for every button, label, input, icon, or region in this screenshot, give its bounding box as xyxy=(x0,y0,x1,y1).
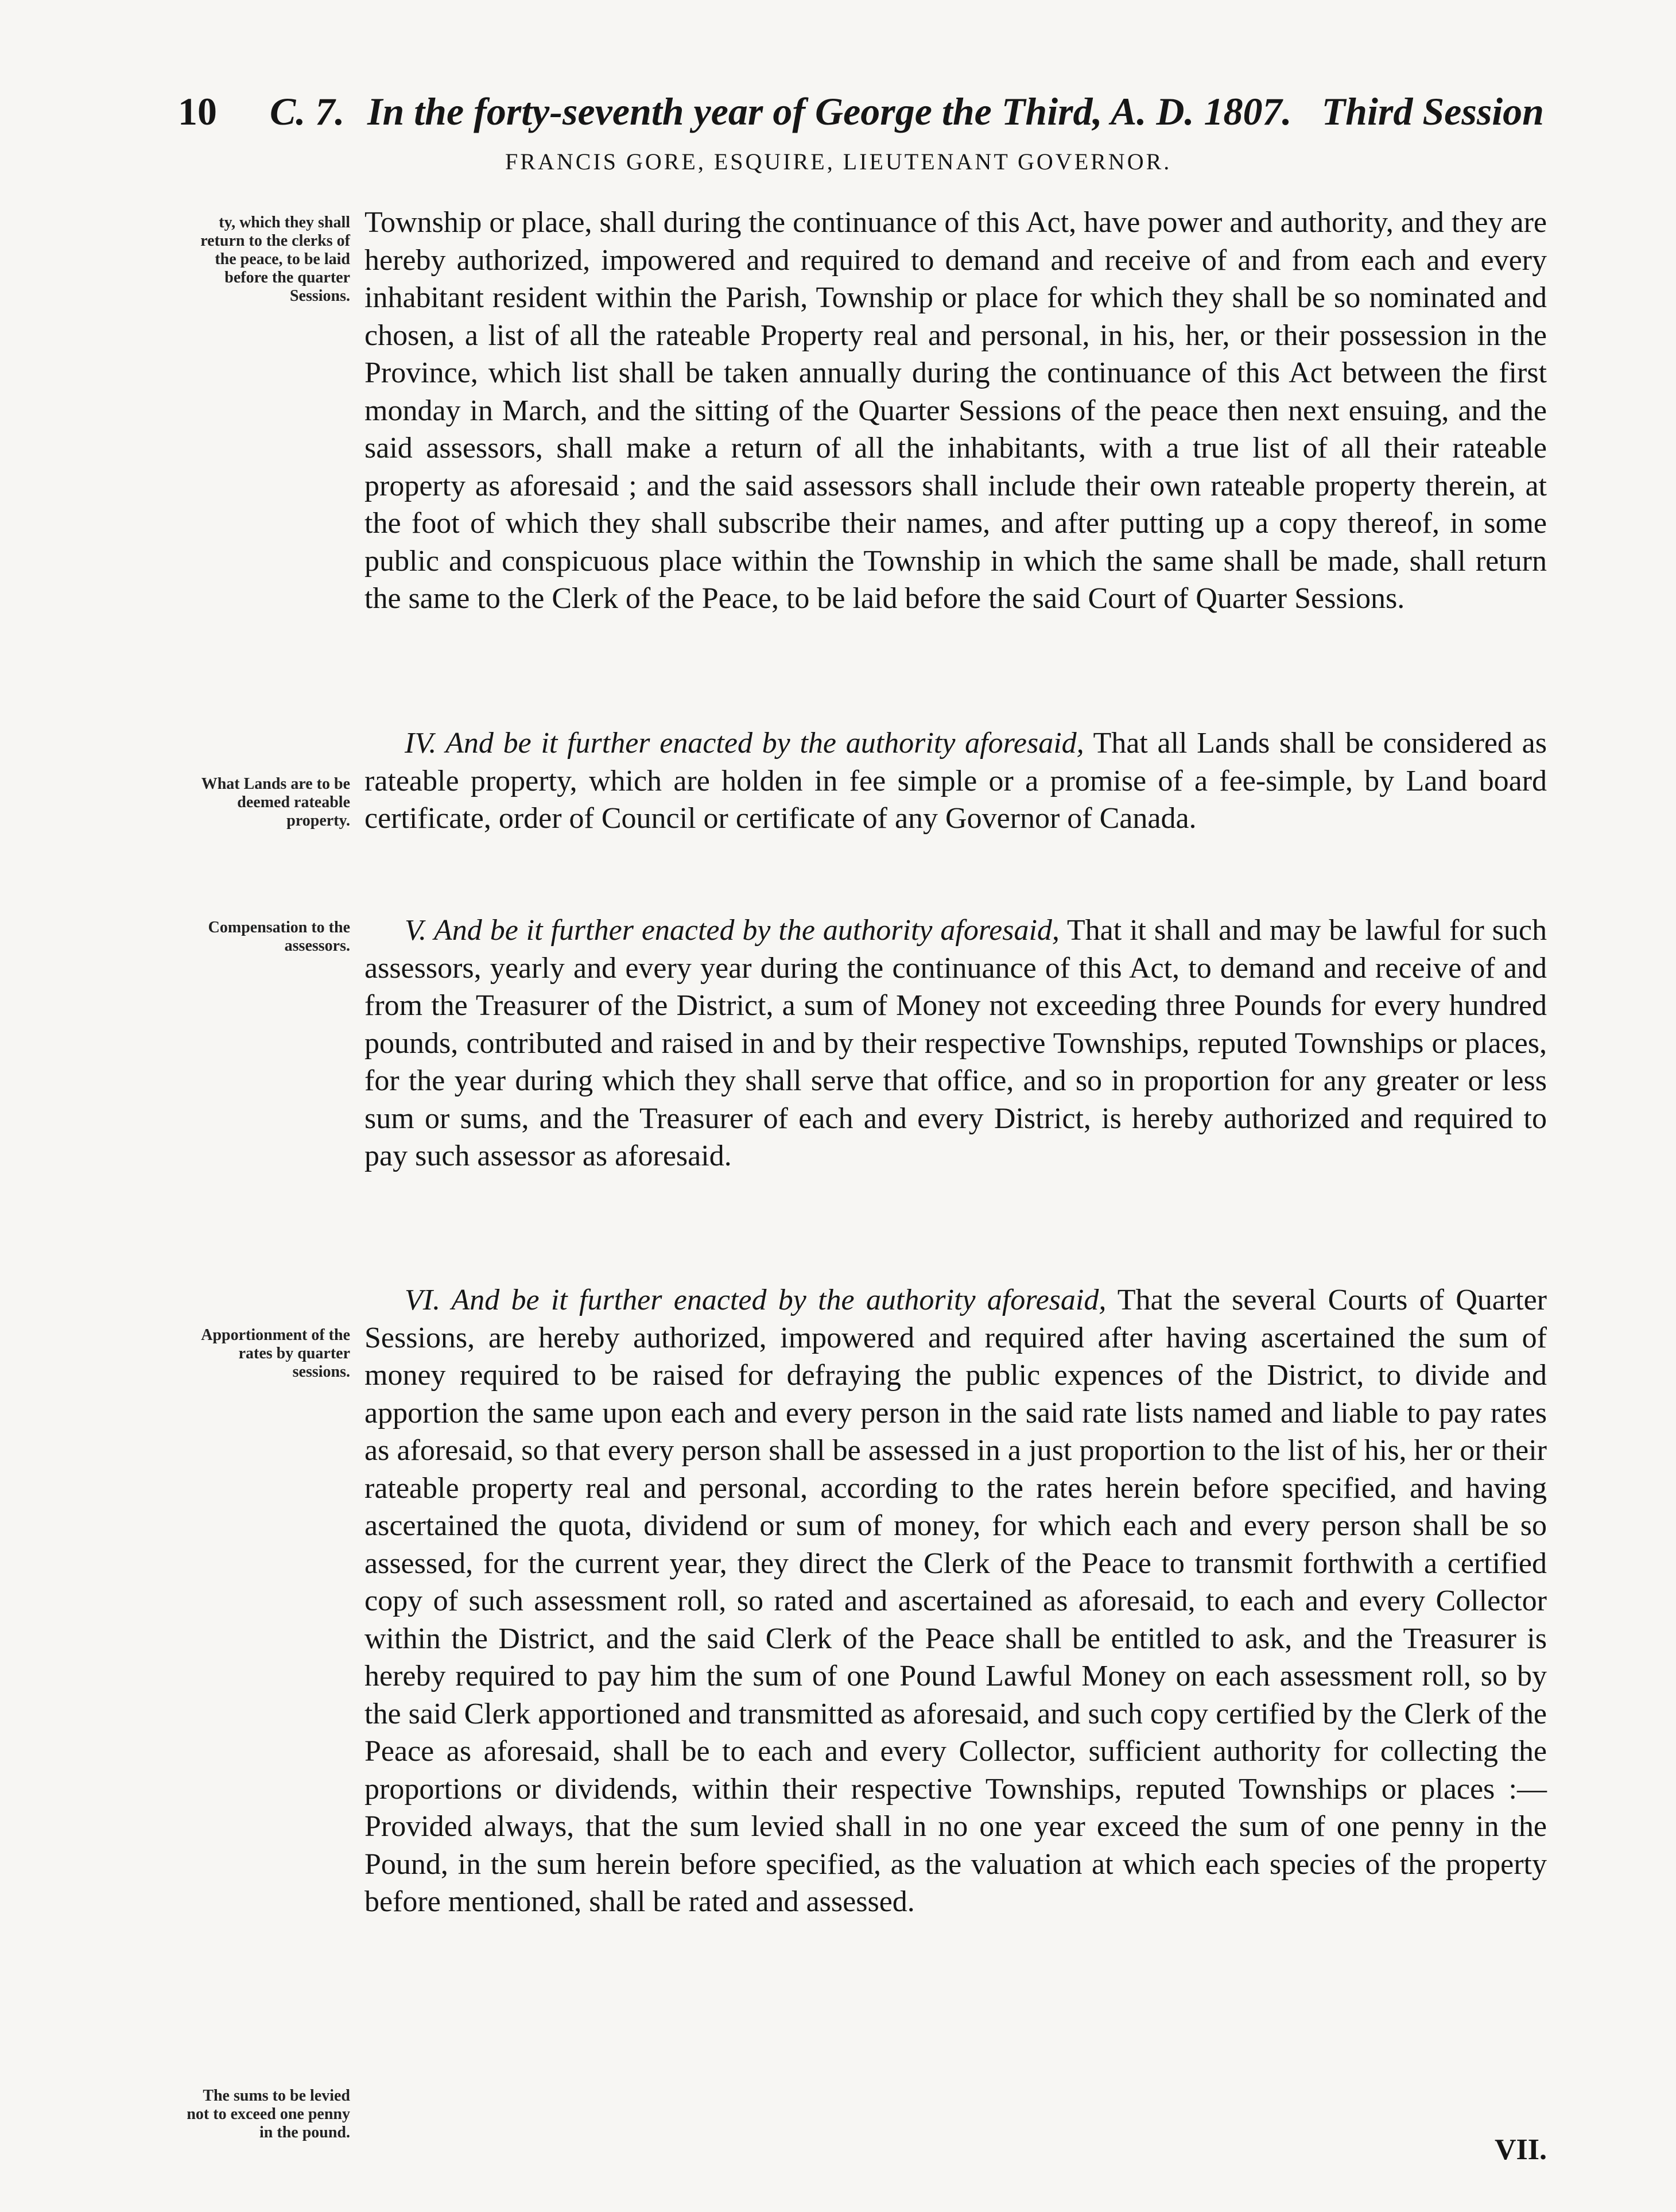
session-label: Third Session xyxy=(1321,90,1544,133)
section-iv xyxy=(364,725,1547,838)
margin-note-apportionment: Apportionment of the rates by quarter sessions. xyxy=(201,1326,350,1381)
margin-note-assessors-return: ty, which they shall return to the clerks of the peace, to be laid before the quarter Sessions. xyxy=(200,214,350,305)
margin-note-rateable-lands: What Lands are to be deemed rateable property. xyxy=(201,775,350,830)
section-v-lead: V. And be it further enacted by the authority aforesaid, xyxy=(405,914,1060,947)
section-vi-text: That the several Courts of Quarter Sessions, are hereby authorized, impowered and required after having ascertained the sum of money required to be raised for defraying the public expences of the District, to divide and apportion the same upon each and every person in the said rate lists named and liable to pay rates as aforesaid, so that every person shall be assessed in a just proportion to the list of his, her or their rateable property real and personal, according to the rates herein before specified, and having ascertained the quota, dividend or sum of money, for which each and every person shall be so assessed, for the current year, they direct the Clerk of the Peace to transmit forthwith a certified copy of such assessment roll, so rated and ascertained as aforesaid, to each and every Collector within the District, and the said Clerk of the Peace shall be entitled to ask, and the Treasurer is hereby required to pay him the sum of one Pound Lawful Money on each assessment roll, so by the said Clerk apportioned and transmitted as aforesaid, and such copy certified by the Clerk of the Peace as aforesaid, shall be to each and every Collector, sufficient authority for collecting the proportions or dividends, within their respective Townships, reputed Townships or places :—Provided always, that the sum levied shall in no one year exceed the sum of one penny in the Pound, in the sum herein before specified, as the valuation at which each species of the property before mentioned, shall be rated and assessed. xyxy=(364,1284,1547,1918)
section-v-text: That it shall and may be lawful for such assessors, yearly and every year during the continuance of this Act, to demand and receive of and from the Treasurer of the District, a sum of Money not exceeding three Pounds for every hundred pounds, contributed and raised in and by their respective Townships, reputed Townships or places, for the year during which they shall serve that office, and so in proportion for any greater or less sum or sums, and the Treasurer of each and every District, is hereby authorized and required to pay such assessor as aforesaid. xyxy=(364,914,1547,1172)
chapter-number: C. 7. xyxy=(270,90,345,133)
section-vi-lead: VI. And be it further enacted by the authority aforesaid, xyxy=(405,1284,1107,1316)
margin-note-compensation: Compensation to the assessors. xyxy=(208,919,350,955)
section-iv-text: That all Lands shall be considered as rateable property, which are holden in fee simple or a promise of a fee-simple, by Land board certificate, order of Council or certificate of any Governor of Canada. xyxy=(364,727,1547,835)
margin-note-sum-limit: The sums to be levied not to exceed one penny in the pound. xyxy=(187,2087,350,2141)
page-number: 10 xyxy=(178,90,217,133)
paragraph-continuation xyxy=(364,204,1547,618)
section-iv-lead: IV. And be it further enacted by the authority aforesaid, xyxy=(405,727,1084,760)
paragraph-text: Township or place, shall during the continuance of this Act, have power and authority, and they are hereby authorized, impowered and required to demand and receive of and from each and every inhabitant resident within the Parish, Township or place for which they shall be so nominated and chosen, a list of all the rateable Property real and personal, in his, her, or their possession in the Province, which list shall be taken annually during the continuance of this Act between the first monday in March, and the sitting of the Quarter Sessions of the peace then next ensuing, and the said assessors, shall make a return of all the inhabitants, with a true list of all their rateable property as aforesaid ; and the said assessors shall include their own rateable property therein, at the foot of which they shall subscribe their names, and after putting up a copy thereof, in some public and conspicuous place within the Township in which the same shall be made, shall return the same to the Clerk of the Peace, to be laid before the said Court of Quarter Sessions. xyxy=(364,206,1547,615)
running-title: In the forty-seventh year of George the Third, A. D. 1807. xyxy=(367,90,1292,133)
catchword: VII. xyxy=(1494,2133,1547,2166)
section-v xyxy=(364,912,1547,1175)
section-vi xyxy=(364,1281,1547,1921)
governor-subhead: FRANCIS GORE, ESQUIRE, LIEUTENANT GOVERNOR. xyxy=(505,149,1172,175)
